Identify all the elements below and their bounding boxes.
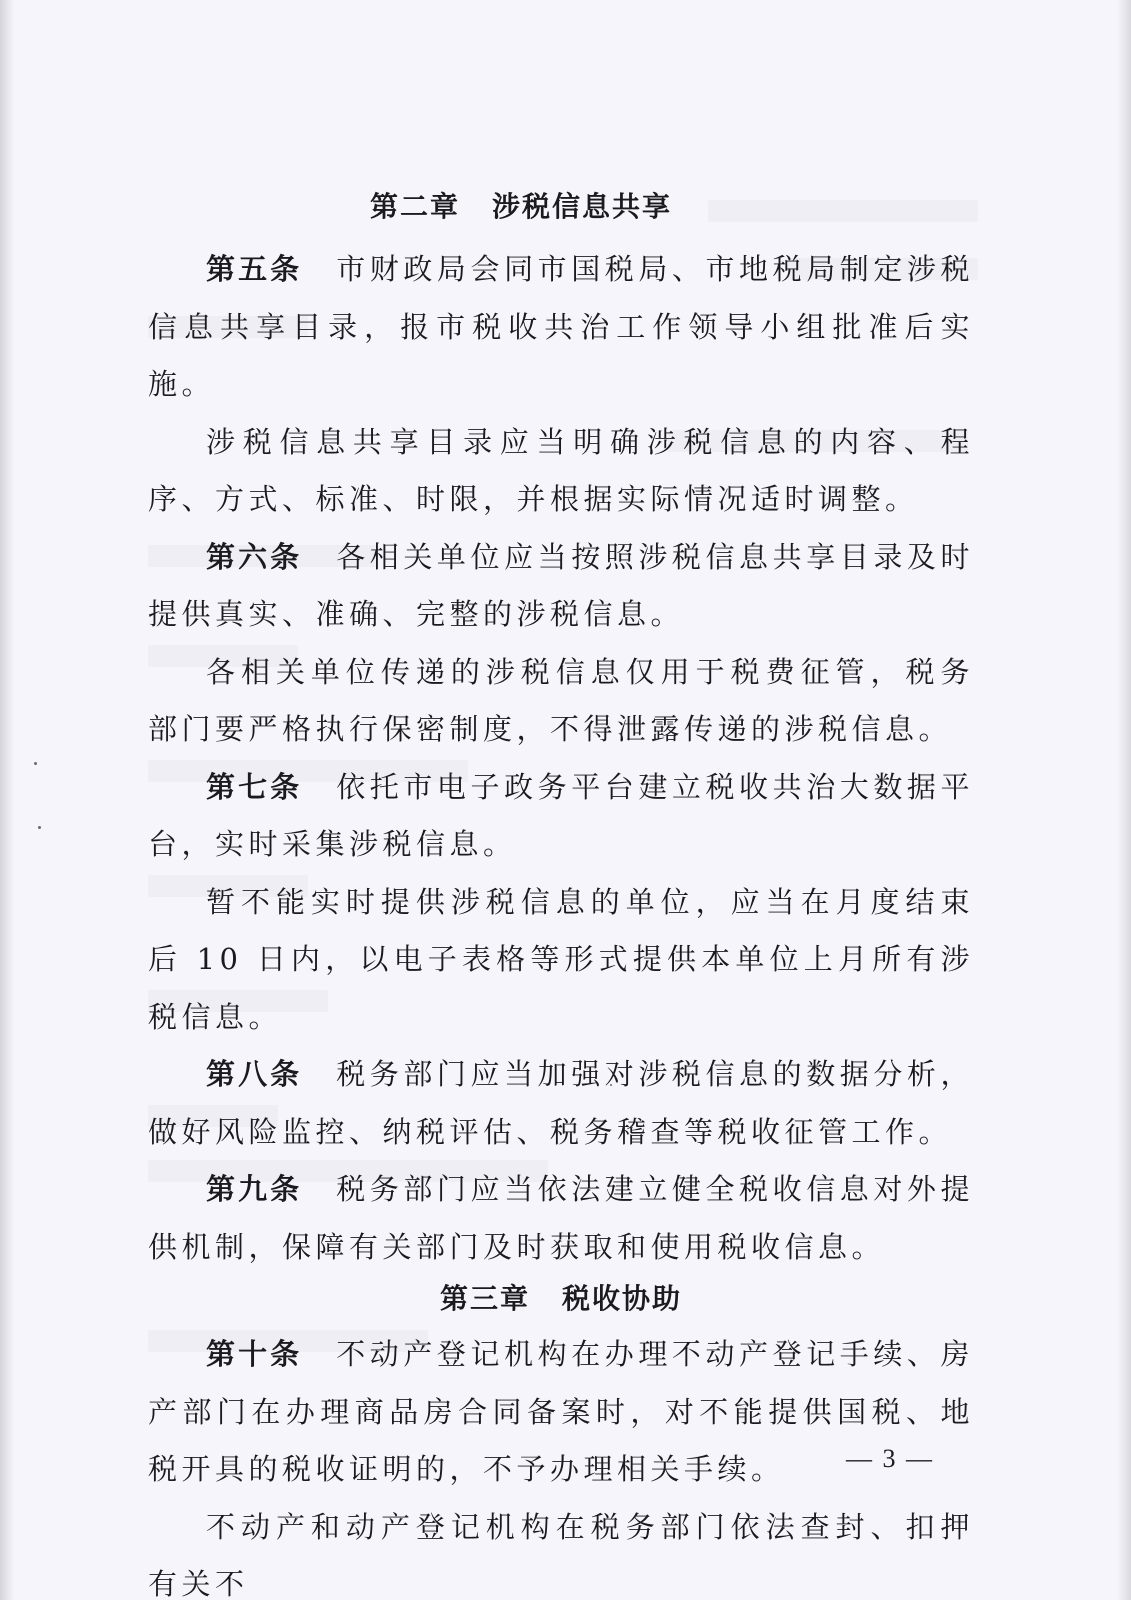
- article-label: 第六条: [206, 539, 303, 574]
- article-text: 各相关单位应当按照涉税信息共享目录及时提供真实、准确、完整的涉税信息。: [148, 539, 974, 631]
- paragraph: 涉税信息共享目录应当明确涉税信息的内容、程序、方式、标准、时限，并根据实际情况适时调整。: [148, 424, 974, 516]
- chapter-number: 第三章: [439, 1282, 530, 1315]
- scan-speck: [34, 762, 37, 765]
- document-body: [148, 184, 974, 1600]
- article-paragraph: [148, 759, 974, 874]
- chapter-number: 第二章: [369, 190, 460, 223]
- article-label: 第九条: [206, 1172, 303, 1206]
- scan-edge-left: [0, 0, 14, 1600]
- page-number: — 3 —: [846, 1444, 934, 1473]
- paragraph: 各相关单位传递的涉税信息仅用于税费征管，税务部门要严格执行保密制度，不得泄露传递的涉税信息。: [148, 654, 974, 746]
- article-text: 市财政局会同市国税局、市地税局制定涉税信息共享目录，报市税收共治工作领导小组批准后实施。: [148, 252, 974, 401]
- article-paragraph: [148, 1046, 974, 1161]
- article-label: 第八条: [206, 1057, 303, 1091]
- article-paragraph: [148, 529, 974, 644]
- article-label: 第五条: [206, 252, 303, 286]
- article-paragraph: [148, 1161, 974, 1276]
- chapter-title: 税收协助: [562, 1282, 683, 1315]
- article-text: 依托市电子政务平台建立税收共治大数据平台，实时采集涉税信息。: [148, 769, 974, 861]
- article-text: 税务部门应当加强对涉税信息的数据分析，做好风险监控、纳税评估、税务稽查等税收征管工作。: [148, 1057, 974, 1149]
- scan-speck: [38, 826, 41, 829]
- chapter-heading: [148, 1276, 974, 1322]
- paragraph: 不动产和动产登记机构在税务部门依法查封、扣押有关不: [148, 1509, 974, 1600]
- article-text: 税务部门应当依法建立健全税收信息对外提供机制，保障有关部门及时获取和使用税收信息。: [148, 1172, 974, 1264]
- article-label: 第七条: [206, 769, 303, 804]
- chapter-heading: [108, 184, 934, 230]
- article-text: 不动产登记机构在办理不动产登记手续、房产部门在办理商品房合同备案时，对不能提供国税、地税开具的税收证明的，不予办理相关手续。: [148, 1337, 974, 1486]
- scan-edge-right: [1117, 0, 1131, 1600]
- chapter-title: 涉税信息共享: [492, 190, 673, 223]
- article-label: 第十条: [206, 1337, 303, 1371]
- article-paragraph: [148, 241, 974, 414]
- paragraph: 暂不能实时提供涉税信息的单位，应当在月度结束后 10 日内，以电子表格等形式提供本单位上月所有涉税信息。: [148, 884, 974, 1034]
